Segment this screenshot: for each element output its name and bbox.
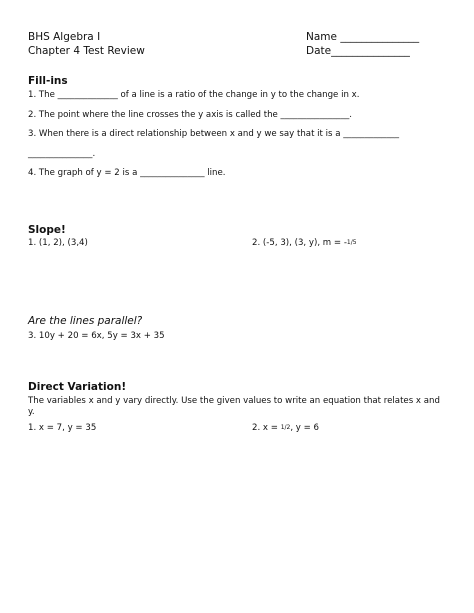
document-title: Chapter 4 Test Review (28, 45, 145, 57)
fillin-question-4: 4. The graph of y = 2 is a _______________ line. (28, 168, 226, 178)
fillins-heading: Fill-ins (28, 75, 68, 87)
slope-question-2 (252, 238, 357, 248)
variation-question-1: 1. x = 7, y = 35 (28, 423, 97, 433)
variation-question-2-text: 2. x = (252, 423, 281, 433)
fillin-question-3-continued: _______________. (28, 149, 96, 159)
slope-fraction: 1/5 (346, 239, 357, 246)
fillin-question-3: 3. When there is a direct relationship between x and y we say that it is a _____________ (28, 129, 400, 139)
course-name: BHS Algebra I (28, 31, 101, 43)
variation-question-2 (252, 423, 319, 433)
slope-question-2-text: 2. (-5, 3), (3, y), m = - (252, 238, 347, 248)
slope-question-1: 1. (1, 2), (3,4) (28, 238, 88, 248)
fillin-question-1: 1. The ______________ of a line is a ratio of the change in y to the change in x. (28, 90, 360, 100)
date-field[interactable]: Date_______________ (306, 45, 410, 57)
variation-heading: Direct Variation! (28, 381, 127, 393)
parallel-question-3: 3. 10y + 20 = 6x, 5y = 3x + 35 (28, 331, 165, 341)
slope-heading: Slope! (28, 224, 66, 236)
name-field[interactable]: Name _______________ (306, 31, 420, 43)
variation-fraction: 1/2 (280, 424, 291, 431)
variation-question-2-rest: , y = 6 (290, 423, 320, 433)
variation-instructions: The variables x and y vary directly. Use the given values to write an equation that relates x and y. (28, 396, 440, 417)
parallel-heading: Are the lines parallel? (28, 315, 143, 327)
fillin-question-2: 2. The point where the line crosses the y axis is called the ________________. (28, 110, 353, 120)
